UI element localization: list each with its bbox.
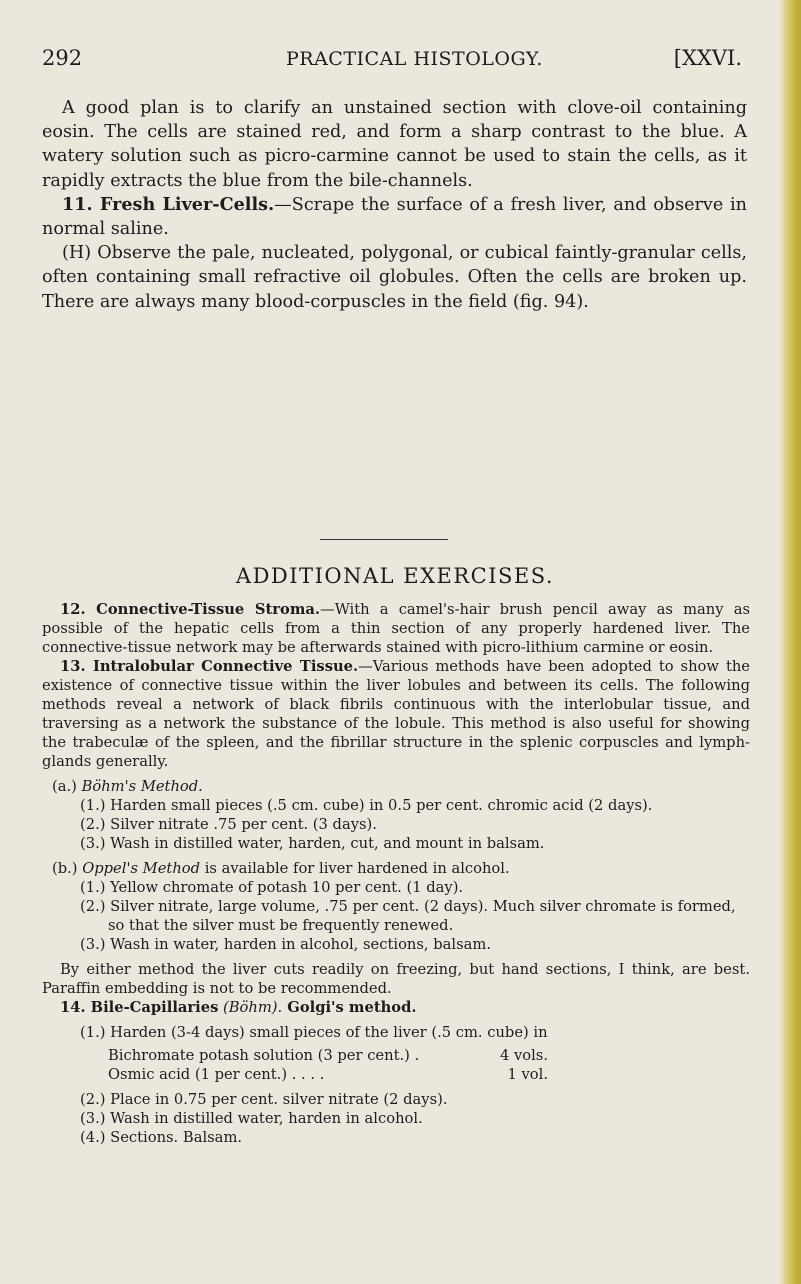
method-a-title xyxy=(52,777,750,796)
step: (2.) Place in 0.75 per cent. silver nitrate (2 days). xyxy=(80,1091,448,1108)
exercise-body: —Scrape the surface of a fresh liver, and observe in normal saline. xyxy=(42,194,747,240)
divider xyxy=(320,539,448,540)
method-desc: is available for liver hardened in alcohol. xyxy=(200,860,510,877)
paragraph xyxy=(42,193,747,241)
section-heading: ADDITIONAL EXERCISES. xyxy=(235,564,555,588)
method-b-title xyxy=(52,859,750,878)
ingredient: Osmic acid (1 per cent.) . . . . xyxy=(108,1066,325,1083)
mixture-row xyxy=(108,1046,548,1065)
main-text xyxy=(42,96,747,314)
method-label: (b.) xyxy=(52,860,78,877)
running-title: PRACTICAL HISTOLOGY. xyxy=(286,48,543,70)
exercise-title: 12. Connective-Tissue Stroma. xyxy=(60,601,320,618)
step: (2.) Silver nitrate .75 per cent. (3 days). xyxy=(80,816,377,833)
step: (1.) Yellow chromate of potash 10 per cent. (1 day). xyxy=(80,879,464,896)
paragraph: (H) Observe the pale, nucleated, polygonal, or cubical faintly-granular cells, often containing small refractive oil globules. Often the cells are broken up. There are always many blood-corpuscles in the field (fig. 94). xyxy=(42,243,747,312)
exercise-title: 14. Bile-Capillaries xyxy=(60,999,219,1016)
citation: (Böhm). xyxy=(223,999,283,1016)
exercise-title: 11. Fresh Liver-Cells. xyxy=(62,193,275,215)
method-name: Oppel's Method xyxy=(82,860,201,877)
exercise-14 xyxy=(42,998,750,1017)
additional-exercises xyxy=(42,600,750,1147)
paragraph: By either method the liver cuts readily on freezing, but hand sections, I think, are best. Paraffin embedding is not to be recommended. xyxy=(42,961,750,997)
ingredient: Bichromate potash solution (3 per cent.) . xyxy=(108,1047,420,1064)
method-name: Böhm's Method. xyxy=(81,778,203,795)
exercise-body: —Various methods have been adopted to show the existence of connective tissue within the liver lobules and between its cells. The following methods reveal a network of black fibrils continuous with the interlobular tissue, and traversing as a network the substance of the lobule. This method is also useful for showing the trabeculæ of the spleen, and the fibrillar structure in the splenic corpuscles and lymph-glands generally. xyxy=(42,658,750,770)
exercise-title: 13. Intralobular Connective Tissue. xyxy=(60,658,359,675)
exercise-body: —With a camel's-hair brush pencil away as many as possible of the hepatic cells from a thin section of any properly hardened liver. The connective-tissue network may be afterwards stained with picro-lithium carmine or eosin. xyxy=(42,601,750,656)
chapter-mark: [XXVI. xyxy=(673,46,742,70)
exercise-13 xyxy=(42,657,750,771)
page-number: 292 xyxy=(42,46,83,70)
step: (1.) Harden small pieces (.5 cm. cube) in 0.5 per cent. chromic acid (2 days). xyxy=(80,797,653,814)
step: (1.) Harden (3-4 days) small pieces of the liver (.5 cm. cube) in xyxy=(80,1024,548,1041)
running-header xyxy=(42,46,742,74)
step: (3.) Wash in distilled water, harden, cut, and mount in balsam. xyxy=(80,835,545,852)
exercise-subtitle: Golgi's method. xyxy=(282,999,417,1016)
step: (4.) Sections. Balsam. xyxy=(80,1129,243,1146)
paragraph: A good plan is to clarify an unstained section with clove-oil containing eosin. The cells are stained red, and form a sharp contrast to the blue. A watery solution such as picro-carmine cannot be used to stain the cells, as it rapidly extracts the blue from the bile-channels. xyxy=(42,98,747,191)
step: (2.) Silver nitrate, large volume, .75 per cent. (2 days). Much silver chromate is formed, so that the silver must be frequently renewed. xyxy=(80,898,736,934)
step: (3.) Wash in water, harden in alcohol, sections, balsam. xyxy=(80,936,491,953)
method-label: (a.) xyxy=(52,778,77,795)
mixture-row xyxy=(108,1065,548,1084)
quantity: 4 vols. xyxy=(499,1047,548,1064)
exercise-12 xyxy=(42,600,750,657)
page-edge xyxy=(779,0,801,1284)
step: (3.) Wash in distilled water, harden in alcohol. xyxy=(80,1110,423,1127)
quantity: 1 vol. xyxy=(507,1066,548,1083)
